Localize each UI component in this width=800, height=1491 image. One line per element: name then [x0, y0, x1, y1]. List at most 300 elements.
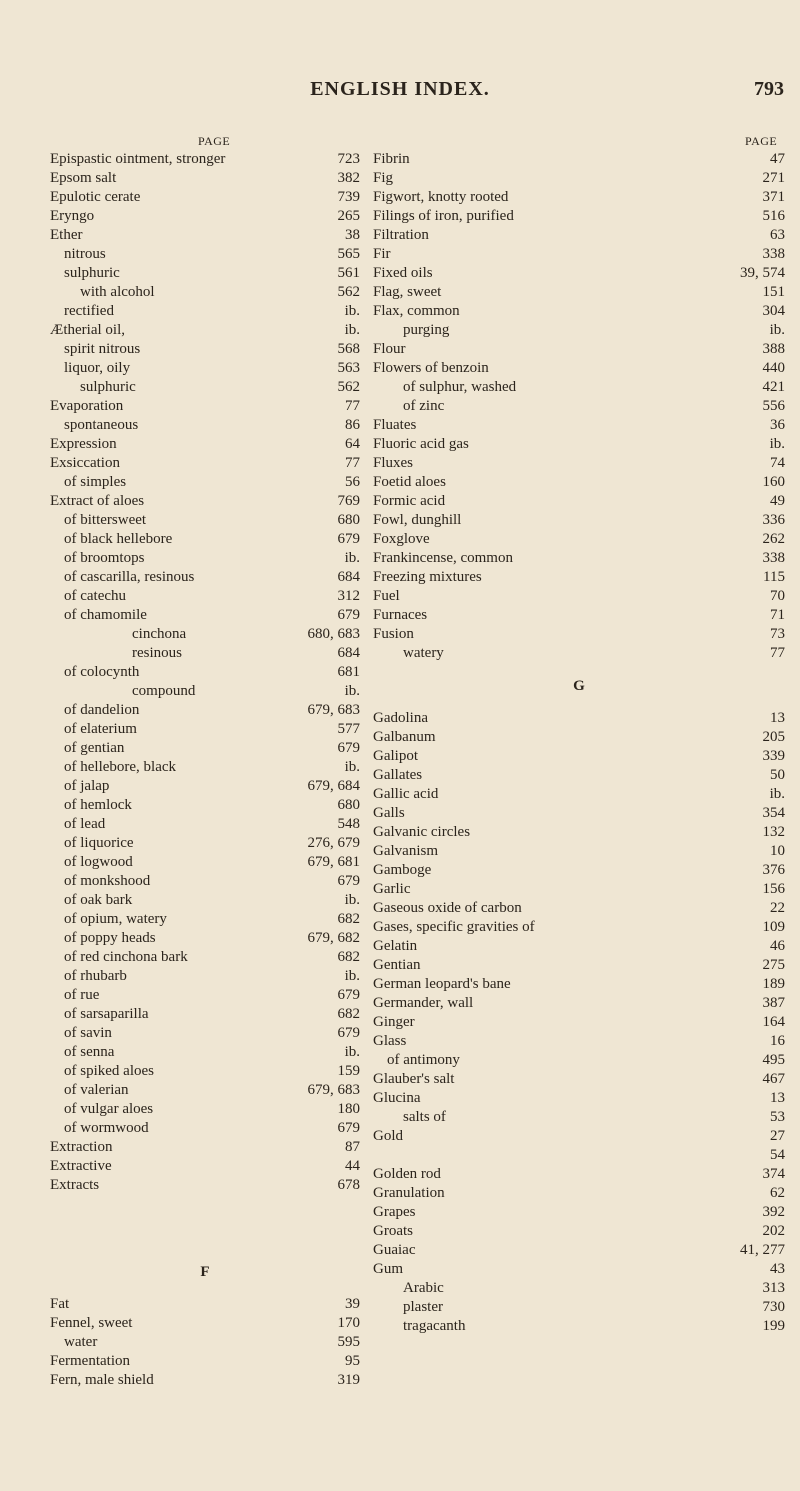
index-term: of hemlock [64, 797, 132, 813]
index-term: Epulotic cerate [50, 189, 141, 205]
index-entry [50, 986, 360, 1005]
index-entry [373, 994, 785, 1013]
index-entry [373, 975, 785, 994]
index-term: Groats [373, 1223, 413, 1239]
index-entry [50, 872, 360, 891]
page-reference: 275 [762, 957, 785, 973]
page-reference: 682 [337, 1006, 360, 1022]
page-reference: 679 [337, 1120, 360, 1136]
page-reference: 13 [770, 1090, 785, 1106]
index-term: of cascarilla, resinous [64, 569, 195, 585]
index-entry [373, 454, 785, 473]
index-term: Fennel, sweet [50, 1315, 133, 1331]
page-reference: 680 [337, 512, 360, 528]
index-entry [373, 1070, 785, 1089]
page-reference: 336 [762, 512, 785, 528]
index-entry [50, 302, 360, 321]
page-reference: 374 [762, 1166, 785, 1182]
index-entry [50, 587, 360, 606]
index-term: Fixed oils [373, 265, 433, 281]
index-entry [373, 435, 785, 454]
index-term: Fermentation [50, 1353, 130, 1369]
index-term: of antimony [387, 1052, 460, 1068]
index-entry [50, 245, 360, 264]
page-reference: 548 [337, 816, 360, 832]
index-term: Gaseous oxide of carbon [373, 900, 522, 916]
index-entry [373, 416, 785, 435]
page-reference: 561 [337, 265, 360, 281]
page-reference: 160 [762, 474, 785, 490]
page-reference: 723 [337, 151, 360, 167]
index-term: of logwood [64, 854, 133, 870]
page-reference: 382 [337, 170, 360, 186]
index-entry [50, 853, 360, 872]
index-term: Galvanism [373, 843, 438, 859]
index-term: Fir [373, 246, 391, 262]
index-term: plaster [403, 1299, 443, 1315]
index-entry [373, 511, 785, 530]
index-entry [50, 663, 360, 682]
index-entry [373, 1279, 785, 1298]
index-term: Figwort, knotty rooted [373, 189, 509, 205]
index-entry [373, 804, 785, 823]
page-reference: ib. [344, 322, 360, 338]
index-entry [50, 815, 360, 834]
index-term: nitrous [64, 246, 106, 262]
page-reference: 151 [762, 284, 785, 300]
index-term: Galipot [373, 748, 418, 764]
index-term: Extracts [50, 1177, 100, 1193]
index-entry [373, 568, 785, 587]
index-entry [50, 739, 360, 758]
page-reference: 680 [337, 797, 360, 813]
page-reference: 679, 683 [307, 702, 360, 718]
page-reference: ib. [344, 759, 360, 775]
index-term: Germander, wall [373, 995, 474, 1011]
page-reference: 595 [337, 1334, 360, 1350]
page-number: 793 [754, 78, 784, 100]
index-term: Flax, common [373, 303, 460, 319]
page-reference: 46 [770, 938, 785, 954]
page-reference: 43 [770, 1261, 785, 1277]
page-reference: 47 [770, 151, 785, 167]
page-reference: 180 [337, 1101, 360, 1117]
page-reference: 56 [345, 474, 360, 490]
index-term: sulphuric [80, 379, 136, 395]
index-entry [50, 188, 360, 207]
index-term: Fusion [373, 626, 414, 642]
page-reference: 388 [762, 341, 785, 357]
index-term: of sarsaparilla [64, 1006, 149, 1022]
index-term: Fibrin [373, 151, 410, 167]
index-entry [373, 625, 785, 644]
index-term: Fowl, dunghill [373, 512, 462, 528]
page-reference: 53 [770, 1109, 785, 1125]
page-reference: 354 [762, 805, 785, 821]
index-term: Fluoric acid gas [373, 436, 469, 452]
index-term: of monkshood [64, 873, 151, 889]
page-reference: 115 [763, 569, 785, 585]
index-entry [373, 378, 785, 397]
index-term: Fig [373, 170, 394, 186]
index-entry [373, 473, 785, 492]
index-term: of savin [64, 1025, 112, 1041]
index-entry [373, 880, 785, 899]
index-term: of opium, watery [64, 911, 167, 927]
index-entry [50, 1081, 360, 1100]
index-entry [373, 245, 785, 264]
index-term: Flowers of benzoin [373, 360, 489, 376]
index-entry [373, 842, 785, 861]
page-reference: 10 [770, 843, 785, 859]
index-term: Glucina [373, 1090, 421, 1106]
page-reference: ib. [769, 786, 785, 802]
page-reference: ib. [344, 968, 360, 984]
page-reference: 679 [337, 531, 360, 547]
index-entry [50, 682, 360, 701]
index-entry [373, 302, 785, 321]
index-term: of poppy heads [64, 930, 156, 946]
index-entry [373, 1032, 785, 1051]
index-term: of lead [64, 816, 106, 832]
page-reference: 16 [770, 1033, 785, 1049]
page-reference: 86 [345, 417, 360, 433]
index-term: of vulgar aloes [64, 1101, 154, 1117]
index-entry [373, 1184, 785, 1203]
index-term: of black hellebore [64, 531, 173, 547]
index-term: Golden rod [373, 1166, 441, 1182]
page-reference: 679 [337, 740, 360, 756]
index-entry [373, 937, 785, 956]
index-term: Flag, sweet [373, 284, 442, 300]
index-term: watery [403, 645, 444, 661]
index-term: resinous [132, 645, 182, 661]
index-entry [50, 473, 360, 492]
index-term: water [64, 1334, 98, 1350]
index-entry [50, 625, 360, 644]
index-entry [373, 1146, 785, 1165]
page-reference: 39, 574 [740, 265, 785, 281]
index-term: Extractive [50, 1158, 112, 1174]
index-entry [50, 777, 360, 796]
index-entry [373, 1298, 785, 1317]
page-reference: ib. [344, 303, 360, 319]
page-reference: 77 [345, 455, 360, 471]
page-reference: 577 [337, 721, 360, 737]
index-term: of chamomile [64, 607, 147, 623]
index-term: of elaterium [64, 721, 137, 737]
page-reference: 62 [770, 1185, 785, 1201]
index-entry [50, 720, 360, 739]
page-reference: 339 [762, 748, 785, 764]
page-reference: 312 [337, 588, 360, 604]
page-reference: 565 [337, 246, 360, 262]
index-entry [373, 644, 785, 663]
index-term: compound [132, 683, 196, 699]
left-index-column [50, 150, 360, 1390]
index-term: of colocynth [64, 664, 140, 680]
index-term: Frankincense, common [373, 550, 513, 566]
index-entry [373, 340, 785, 359]
index-entry [50, 264, 360, 283]
index-entry [50, 1024, 360, 1043]
index-entry [373, 226, 785, 245]
page-reference: 164 [762, 1014, 785, 1030]
page-reference: 22 [770, 900, 785, 916]
index-entry [50, 701, 360, 720]
index-entry [373, 264, 785, 283]
page-reference: 13 [770, 710, 785, 726]
page-reference: 170 [337, 1315, 360, 1331]
index-entry [373, 492, 785, 511]
page-reference: 265 [337, 208, 360, 224]
page-reference: 679, 683 [307, 1082, 360, 1098]
index-term: Fuel [373, 588, 400, 604]
index-entry [50, 606, 360, 625]
index-term: spirit nitrous [64, 341, 141, 357]
section-letter: F [200, 1264, 210, 1280]
index-entry [50, 568, 360, 587]
index-entry [50, 226, 360, 245]
index-entry [373, 1241, 785, 1260]
index-term: Epsom salt [50, 170, 117, 186]
index-entry [373, 1203, 785, 1222]
page-reference: 36 [770, 417, 785, 433]
index-entry [50, 169, 360, 188]
index-term: of wormwood [64, 1120, 149, 1136]
index-term: Glass [373, 1033, 407, 1049]
index-entry [50, 378, 360, 397]
index-entry [373, 587, 785, 606]
index-term: Evaporation [50, 398, 124, 414]
page-reference: 682 [337, 911, 360, 927]
index-entry [373, 709, 785, 728]
index-term: of rue [64, 987, 100, 1003]
page-reference: 313 [762, 1280, 785, 1296]
index-entry [373, 150, 785, 169]
page-reference: 271 [762, 170, 785, 186]
index-term: Exsiccation [50, 455, 120, 471]
page-reference: 304 [762, 303, 785, 319]
index-entry [373, 956, 785, 975]
index-entry [50, 929, 360, 948]
index-term: Arabic [403, 1280, 444, 1296]
index-entry [50, 530, 360, 549]
page-reference: 156 [762, 881, 785, 897]
page-reference: 54 [770, 1147, 785, 1163]
index-term: Expression [50, 436, 117, 452]
index-term: Grapes [373, 1204, 416, 1220]
index-term: of red cinchona bark [64, 949, 188, 965]
index-term: Freezing mixtures [373, 569, 482, 585]
index-entry [50, 1333, 360, 1352]
section-letter: G [573, 678, 585, 694]
page-reference: 159 [337, 1063, 360, 1079]
index-term: Galvanic circles [373, 824, 471, 840]
index-term: of catechu [64, 588, 127, 604]
page-reference: 50 [770, 767, 785, 783]
page-reference: 679 [337, 987, 360, 1003]
index-entry [373, 207, 785, 226]
index-term: Garlic [373, 881, 411, 897]
index-term: of senna [64, 1044, 115, 1060]
index-entry [373, 1013, 785, 1032]
index-entry [50, 1176, 360, 1195]
index-term: Galls [373, 805, 405, 821]
page-reference: 568 [337, 341, 360, 357]
index-entry [50, 1043, 360, 1062]
index-term: sulphuric [64, 265, 120, 281]
index-term: Epispastic ointment, stronger [50, 151, 226, 167]
index-term: of valerian [64, 1082, 129, 1098]
index-term: purging [403, 322, 450, 338]
index-entry [50, 948, 360, 967]
page-reference: 421 [762, 379, 785, 395]
index-entry [50, 1005, 360, 1024]
page-reference: 680, 683 [307, 626, 360, 642]
index-term: of hellebore, black [64, 759, 177, 775]
page-reference: 109 [762, 919, 785, 935]
page-reference: 132 [762, 824, 785, 840]
page-reference: 77 [345, 398, 360, 414]
index-term: of dandelion [64, 702, 140, 718]
index-entry [50, 416, 360, 435]
index-entry [373, 321, 785, 340]
page-reference: 387 [762, 995, 785, 1011]
page-reference: 189 [762, 976, 785, 992]
index-entry [50, 340, 360, 359]
index-entry [50, 207, 360, 226]
index-entry [373, 359, 785, 378]
page-reference: 70 [770, 588, 785, 604]
index-term: of oak bark [64, 892, 133, 908]
page-reference: ib. [344, 892, 360, 908]
index-term: tragacanth [403, 1318, 466, 1334]
index-term: Gallates [373, 767, 423, 783]
page-reference: 276, 679 [307, 835, 360, 851]
index-entry [373, 823, 785, 842]
index-entry [50, 397, 360, 416]
index-entry [373, 1089, 785, 1108]
index-entry [373, 606, 785, 625]
page-reference: 199 [762, 1318, 785, 1334]
index-entry [373, 188, 785, 207]
index-entry [373, 1051, 785, 1070]
index-entry [373, 785, 785, 804]
index-entry [373, 530, 785, 549]
page-reference: 87 [345, 1139, 360, 1155]
page-reference: 73 [770, 626, 785, 642]
page-reference: 63 [770, 227, 785, 243]
index-entry [50, 796, 360, 815]
page-reference: 563 [337, 360, 360, 376]
index-entry [373, 899, 785, 918]
index-term: Gold [373, 1128, 403, 1144]
index-entry [373, 861, 785, 880]
index-term: Granulation [373, 1185, 445, 1201]
page-reference: 679, 681 [307, 854, 360, 870]
page-reference: 319 [337, 1372, 360, 1388]
index-entry [373, 549, 785, 568]
index-term: Extraction [50, 1139, 113, 1155]
index-term: Extract of aloes [50, 493, 145, 509]
index-term: Fat [50, 1296, 70, 1312]
index-term: Gases, specific gravities of [373, 919, 535, 935]
index-entry [373, 1108, 785, 1127]
index-term: Gelatin [373, 938, 418, 954]
index-term: of bittersweet [64, 512, 147, 528]
page-reference: 392 [762, 1204, 785, 1220]
page-reference: 202 [762, 1223, 785, 1239]
page-reference: 467 [762, 1071, 785, 1087]
left-page-column-label: PAGE [198, 134, 231, 148]
index-term: of simples [64, 474, 127, 490]
page-reference: 681 [337, 664, 360, 680]
page-reference: 679 [337, 607, 360, 623]
index-entry [50, 1314, 360, 1333]
index-entry [50, 492, 360, 511]
index-term: Gadolina [373, 710, 428, 726]
index-entry [50, 891, 360, 910]
index-entry [373, 1222, 785, 1241]
page-reference: 38 [345, 227, 360, 243]
page-reference: 371 [762, 189, 785, 205]
index-entry [373, 1317, 785, 1336]
page-reference: 562 [337, 284, 360, 300]
page-reference: 684 [337, 645, 360, 661]
page-reference: 71 [770, 607, 785, 623]
page-reference: 769 [337, 493, 360, 509]
index-entry [50, 1138, 360, 1157]
index-entry [50, 1371, 360, 1390]
index-entry [50, 359, 360, 378]
page-reference: 556 [762, 398, 785, 414]
page-reference: 338 [762, 550, 785, 566]
page-reference: 516 [762, 208, 785, 224]
index-entry [373, 283, 785, 302]
page-reference: 682 [337, 949, 360, 965]
index-term: Flour [373, 341, 406, 357]
page-reference: 679, 684 [307, 778, 360, 794]
page-reference: 562 [337, 379, 360, 395]
page-reference: ib. [769, 322, 785, 338]
page-reference: 205 [762, 729, 785, 745]
page-reference: 376 [762, 862, 785, 878]
page-reference: 262 [762, 531, 785, 547]
index-term: Guaiac [373, 1242, 416, 1258]
page-reference: 679 [337, 1025, 360, 1041]
index-term: Eryngo [50, 208, 95, 224]
index-entry [50, 644, 360, 663]
index-term: of gentian [64, 740, 125, 756]
page-reference: 77 [770, 645, 785, 661]
index-term: of sulphur, washed [403, 379, 517, 395]
index-term: of liquorice [64, 835, 134, 851]
index-entry [373, 397, 785, 416]
index-term: Fluxes [373, 455, 414, 471]
page-reference: 684 [337, 569, 360, 585]
index-term: rectified [64, 303, 114, 319]
index-term: Foxglove [373, 531, 430, 547]
index-entry [50, 1352, 360, 1371]
index-term: Ginger [373, 1014, 415, 1030]
page-reference: 74 [770, 455, 785, 471]
page-reference: ib. [344, 1044, 360, 1060]
page-reference: 95 [345, 1353, 360, 1369]
index-term: of broomtops [64, 550, 145, 566]
index-term: Fern, male shield [50, 1372, 154, 1388]
index-term: of zinc [403, 398, 445, 414]
